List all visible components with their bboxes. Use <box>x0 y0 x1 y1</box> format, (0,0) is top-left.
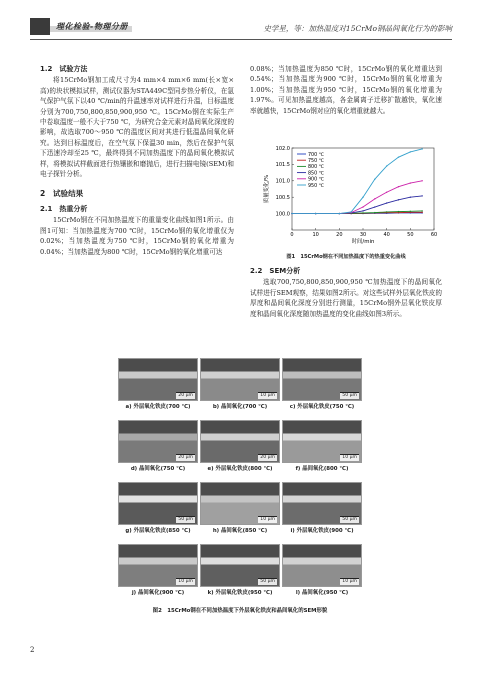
x-tick-label: 50 <box>407 232 414 238</box>
y-tick-label: 100.0 <box>275 211 290 218</box>
section-2-2-paragraph: 选取700,750,800,850,900,950 ℃加热温度下的晶间氧化试样进行SEM观察，结果如图2所示。对这些试样外层氧化铁皮的厚度和晶间氧化深度分别进行测量，15CrMo钢外层氧化铁皮厚度和晶间氧化深度随加热温度的变化曲线如图3所示。 <box>250 278 442 318</box>
legend-label-1: 750 ℃ <box>308 159 325 164</box>
scale-bar-label: 10 μm <box>260 517 275 522</box>
right-column-bottom <box>250 266 442 319</box>
figure-2-caption: 图2 15CrMo钢在不同加热温度下外层氧化铁皮和晶间氧化的SEM形貌 <box>152 608 328 614</box>
series-point-5 <box>362 197 363 198</box>
right-column-top <box>250 64 442 116</box>
sem-panel-caption: b) 晶间氧化(700 ℃) <box>212 404 268 410</box>
scale-bar-label: 20 μm <box>178 393 193 398</box>
series-point-4 <box>410 182 411 183</box>
sem-panel-caption: k) 外层氧化铁皮(950 ℃) <box>207 590 273 596</box>
sem-panel-caption: h) 晶间氧化(850 ℃) <box>212 528 268 534</box>
series-point-3 <box>410 197 411 198</box>
series-point-1 <box>421 212 422 213</box>
series-point-3 <box>362 210 363 211</box>
sem-micrograph <box>200 420 280 463</box>
sem-panel-caption: c) 外层氧化铁皮(750 ℃) <box>289 404 355 410</box>
sem-panel-caption: j) 晶间氧化(900 ℃) <box>131 590 185 596</box>
section-1-2-paragraph: 将15CrMo钢加工成尺寸为4 mm×4 mm×6 mm(长×宽×高)的块状模拟试样，测试仪器为STA449C型同步热分析仪，在氩气保护气氛下以40 ℃/min的升温速率对试样进行升温，目标温度分别为700,750,800,850,900,950 ℃。15CrMo钢在实际生产中卷取温度一般不大于750 ℃，为研究合金元素对晶间氧化深度的影响，故选取700～950 ℃的温度区间对其进行低温晶间氧化研究。达到目标温度后，在空气氛下保温30 min，然后在保护气氛下迅速冷却至25 ℃，最终得到不同加热温度下的晶间氧化模拟试样，将模拟试样截面进行热镶嵌和磨抛后，进行扫描电镜(SEM)和电子探针分析。 <box>40 76 234 179</box>
x-tick-label: 20 <box>336 232 343 238</box>
scale-bar-label: 50 μm <box>342 517 357 522</box>
scale-bar-label: 50 μm <box>178 517 193 522</box>
series-point-5 <box>398 156 399 157</box>
sem-micrograph <box>200 544 280 587</box>
scale-bar-label: 10 μm <box>178 579 193 584</box>
x-tick-label: 0 <box>290 232 294 238</box>
sem-panel-caption: a) 外层氧化铁皮(700 ℃) <box>125 404 191 410</box>
sem-micrograph <box>200 358 280 401</box>
scale-bar-label: 10 μm <box>342 579 357 584</box>
figure-1-caption: 图1 15CrMo钢在不同加热温度下的热重变化曲线 <box>286 254 406 260</box>
page-number: 2 <box>30 646 35 654</box>
series-point-4 <box>398 186 399 187</box>
sem-panel-caption: d) 晶间氧化(750 ℃) <box>130 466 186 472</box>
journal-name: 理化检验-物理分册 <box>56 22 128 31</box>
series-point-3 <box>374 206 375 207</box>
sem-micrograph <box>118 482 198 525</box>
x-axis-label: 时间/min <box>351 239 375 245</box>
running-title: 史学星，等：加热温度对15CrMo钢晶间氧化行为的影响 <box>263 24 452 33</box>
scale-bar-label: 10 μm <box>260 393 275 398</box>
sem-micrograph <box>282 544 362 587</box>
series-point-2 <box>421 210 422 211</box>
y-tick-label: 101.5 <box>275 162 290 169</box>
series-point-2 <box>410 211 411 212</box>
scale-bar-label: 20 μm <box>178 455 193 460</box>
series-point-2 <box>374 212 375 213</box>
series-point-5 <box>350 211 351 212</box>
sem-micrograph <box>282 482 362 525</box>
series-point-5 <box>410 151 411 152</box>
y-axis-label: 质量变化/% <box>264 174 270 204</box>
series-point-3 <box>386 202 387 203</box>
series-point-5 <box>421 148 422 149</box>
x-tick-label: 30 <box>359 232 367 238</box>
series-point-4 <box>374 198 375 199</box>
sem-panel-caption: e) 外层氧化铁皮(800 ℃) <box>207 466 273 472</box>
sem-panel-caption: l) 晶间氧化(950 ℃) <box>295 590 349 596</box>
scale-bar-label: 50 μm <box>342 393 357 398</box>
series-point-3 <box>398 199 399 200</box>
sem-panel-caption: g) 外层氧化铁皮(850 ℃) <box>125 528 191 534</box>
left-column <box>40 64 234 257</box>
y-tick-label: 101.0 <box>275 178 290 185</box>
sem-micrograph <box>118 420 198 463</box>
journal-logo-icon <box>30 18 50 35</box>
x-tick-label: 40 <box>383 232 390 238</box>
series-point-4 <box>362 206 363 207</box>
sem-panel-caption: f) 晶间氧化(800 ℃) <box>295 466 349 472</box>
series-point-2 <box>362 212 363 213</box>
legend-label-3: 850 ℃ <box>308 171 325 177</box>
legend-label-0: 700 ℃ <box>308 152 325 158</box>
section-2-1-heading: 2.1 热重分析 <box>40 204 88 213</box>
series-point-5 <box>291 213 292 214</box>
scale-bar-label: 50 μm <box>260 579 275 584</box>
section-2-2-heading: 2.2 SEM分析 <box>250 267 301 275</box>
section-2-1-paragraph: 15CrMo钢在不同加热温度下的重量变化曲线如图1所示。由图1可知：当加热温度为700 ℃时，15CrMo钢的氧化增重仅为0.02%；当加热温度为750 ℃时，15CrMo钢的氧化增重为0.04%；当加热温度为800 ℃时，15CrMo钢的氧化增重可达 <box>40 216 234 256</box>
series-point-5 <box>339 213 340 214</box>
thermogravimetric-chart <box>262 142 442 250</box>
series-point-5 <box>386 165 387 166</box>
scale-bar-label: 10 μm <box>342 455 357 460</box>
section-2-1-continued: 0.08%；当加热温度为850 ℃时，15CrMo钢的氧化增重达到0.54%；当加热温度为900 ℃时，15CrMo钢的氧化增重为1.00%；当加热温度为950 ℃时，15CrMo钢的氧化增重为1.97%。可见加热温度越高，各金属离子迁移扩散越快，氧化速率就越快，15CrMo钢对应的氧化增重就越大。 <box>250 65 442 115</box>
header-rule <box>30 39 452 40</box>
sem-micrograph <box>282 358 362 401</box>
series-point-4 <box>421 180 422 181</box>
section-2-heading: 2 试验结果 <box>40 189 84 199</box>
x-tick-label: 10 <box>312 232 319 238</box>
x-tick-label: 60 <box>430 232 438 238</box>
legend-label-4: 900 ℃ <box>308 177 325 183</box>
series-point-2 <box>386 211 387 212</box>
series-point-5 <box>374 178 375 179</box>
y-tick-label: 100.5 <box>275 195 290 201</box>
y-tick-label: 102.0 <box>275 145 290 152</box>
series-point-2 <box>398 211 399 212</box>
legend-label-2: 800 ℃ <box>308 165 325 171</box>
legend-label-5: 950 ℃ <box>308 183 325 189</box>
sem-micrograph <box>200 482 280 525</box>
page-header <box>0 0 480 40</box>
series-point-5 <box>315 213 316 214</box>
sem-micrograph <box>282 420 362 463</box>
series-point-4 <box>386 192 387 193</box>
sem-micrograph <box>118 358 198 401</box>
sem-micrograph <box>118 544 198 587</box>
series-point-3 <box>421 195 422 196</box>
section-1-2-heading: 1.2 试验方法 <box>40 65 88 73</box>
scale-bar-label: 20 μm <box>260 455 275 460</box>
sem-panel-caption: i) 外层氧化铁皮(900 ℃) <box>290 528 354 534</box>
